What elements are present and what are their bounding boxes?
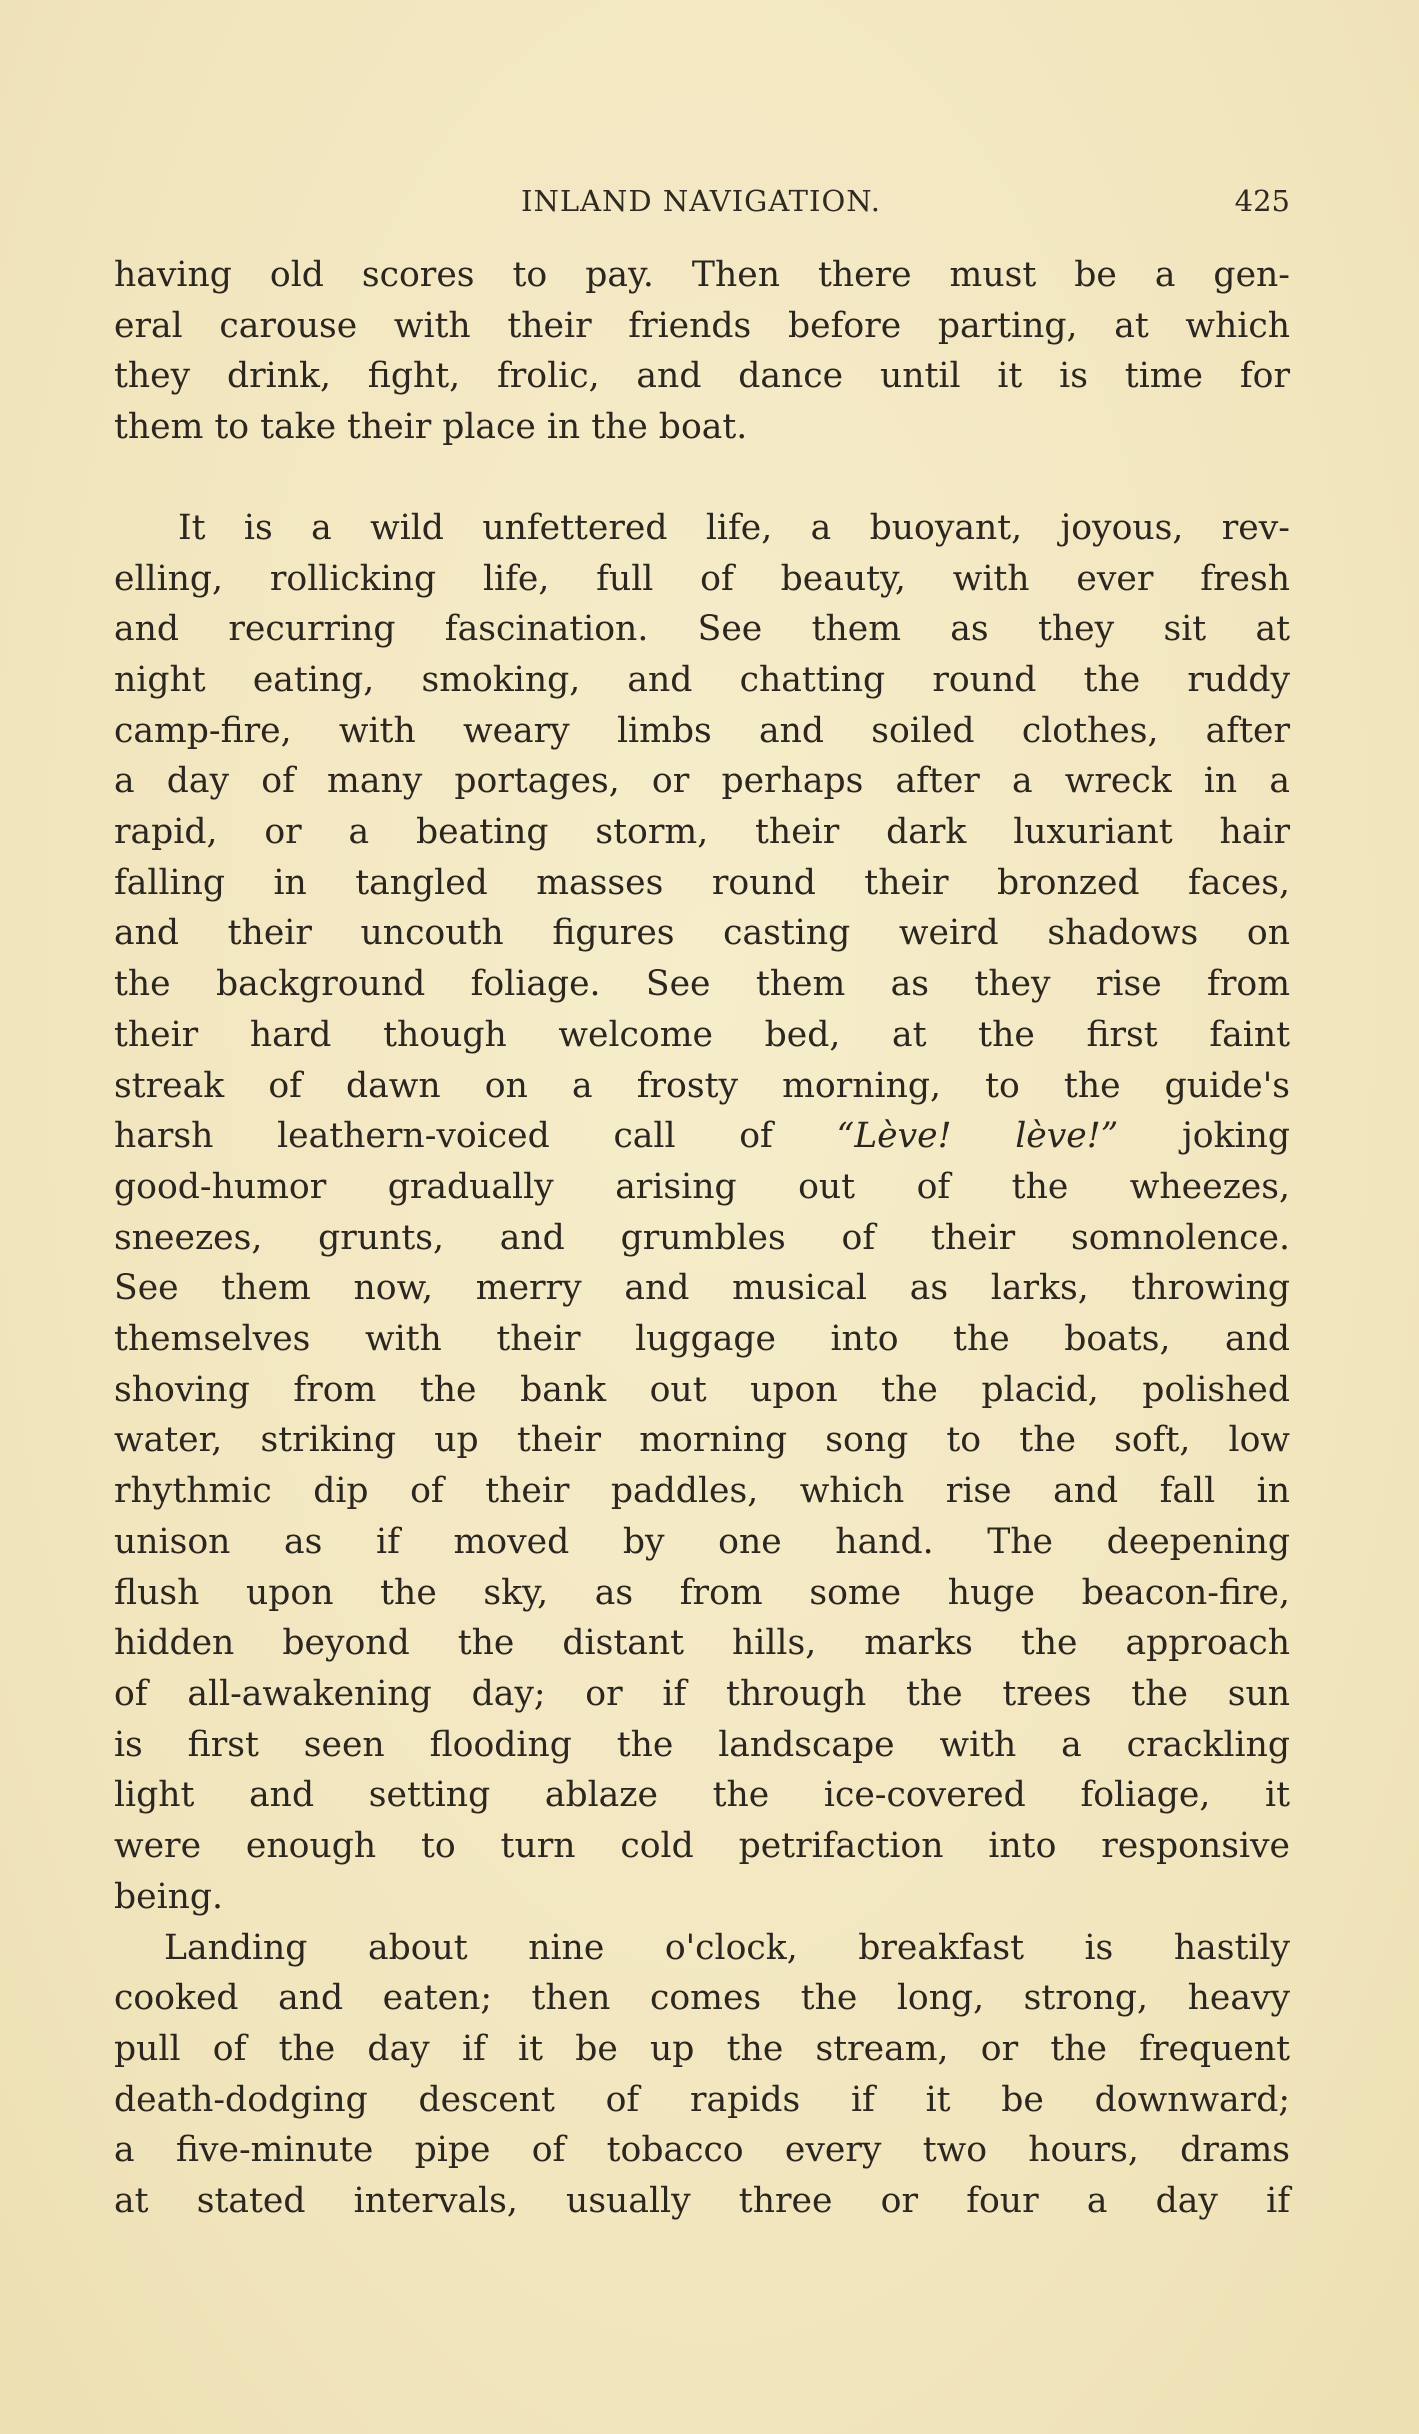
text-line: light and setting ablaze the ice-covered foliage, it <box>114 1775 1290 1816</box>
text-line: streak of dawn on a frosty morning, to the guide's <box>114 1065 1290 1106</box>
page-number: 425 <box>1234 184 1290 218</box>
text-line: Landing about nine o'clock, breakfast is hastily <box>164 1927 1290 1968</box>
call-text-after: joking <box>1118 1116 1290 1157</box>
call-quote: “Lève! lève!” <box>836 1116 1119 1157</box>
text-line: a day of many portages, or perhaps after a wreck in a <box>114 761 1290 802</box>
text-line: were enough to turn cold petrifaction into responsive <box>114 1826 1290 1867</box>
text-line: eral carouse with their friends before parting, at which <box>114 305 1290 346</box>
text-line: death-dodging descent of rapids if it be downward; <box>114 2079 1290 2120</box>
paragraph <box>114 1923 1290 2227</box>
call-text-before: harsh leathern-voiced call of <box>114 1116 837 1157</box>
paragraph <box>114 250 1290 453</box>
text-line: It is a wild unfettered life, a buoyant, joyous, rev- <box>178 507 1290 548</box>
text-line: of all-awakening day; or if through the trees the sun <box>114 1673 1290 1714</box>
text-line: elling, rollicking life, full of beauty, with ever fresh <box>114 558 1290 599</box>
text-line: flush upon the sky, as from some huge beacon-fire, <box>114 1572 1290 1613</box>
text-line: See them now, merry and musical as larks, throwing <box>114 1268 1290 1309</box>
text-line: the background foliage. See them as they rise from <box>114 964 1290 1005</box>
text-line: night eating, smoking, and chatting round the ruddy <box>114 659 1290 700</box>
text-line: hidden beyond the distant hills, marks the approach <box>114 1623 1290 1664</box>
text-line: rhythmic dip of their paddles, which rise and fall in <box>114 1471 1290 1512</box>
text-line: they drink, fight, frolic, and dance until it is time for <box>114 356 1290 397</box>
text-line: good-humor gradually arising out of the wheezes, <box>114 1166 1290 1207</box>
text-line: unison as if moved by one hand. The deepening <box>114 1521 1290 1562</box>
text-line: camp-fire, with weary limbs and soiled clothes, after <box>114 710 1290 751</box>
paragraph <box>114 503 1290 1923</box>
text-line: their hard though welcome bed, at the first faint <box>114 1014 1290 1055</box>
text-line: being. <box>114 1876 224 1917</box>
text-line: and their uncouth figures casting weird shadows on <box>114 913 1290 954</box>
body-text <box>114 250 1290 2227</box>
text-line: rapid, or a beating storm, their dark luxuriant hair <box>114 812 1290 853</box>
text-line: them to take their place in the boat. <box>114 407 748 448</box>
text-line: having old scores to pay. Then there must be a gen- <box>114 255 1290 295</box>
text-line: cooked and eaten; then comes the long, strong, heavy <box>114 1978 1290 2019</box>
text-line-call <box>114 1111 1290 1162</box>
text-line: themselves with their luggage into the boats, and <box>114 1319 1290 1360</box>
page-header <box>112 184 1290 224</box>
text-line: a five-minute pipe of tobacco every two hours, drams <box>114 2130 1290 2171</box>
text-line: water, striking up their morning song to the soft, low <box>114 1420 1290 1461</box>
text-line: shoving from the bank out upon the placid, polished <box>114 1369 1290 1410</box>
text-line: and recurring fascination. See them as they sit at <box>114 609 1290 650</box>
running-head: INLAND NAVIGATION. <box>521 184 881 218</box>
text-line: falling in tangled masses round their bronzed faces, <box>114 862 1290 903</box>
paragraph-gap <box>114 453 1290 503</box>
text-line: is first seen flooding the landscape with a crackling <box>114 1724 1290 1765</box>
text-line: pull of the day if it be up the stream, or the frequent <box>114 2028 1290 2069</box>
text-line: at stated intervals, usually three or four a day if <box>114 2181 1290 2222</box>
text-line: sneezes, grunts, and grumbles of their somnolence. <box>114 1217 1290 1258</box>
